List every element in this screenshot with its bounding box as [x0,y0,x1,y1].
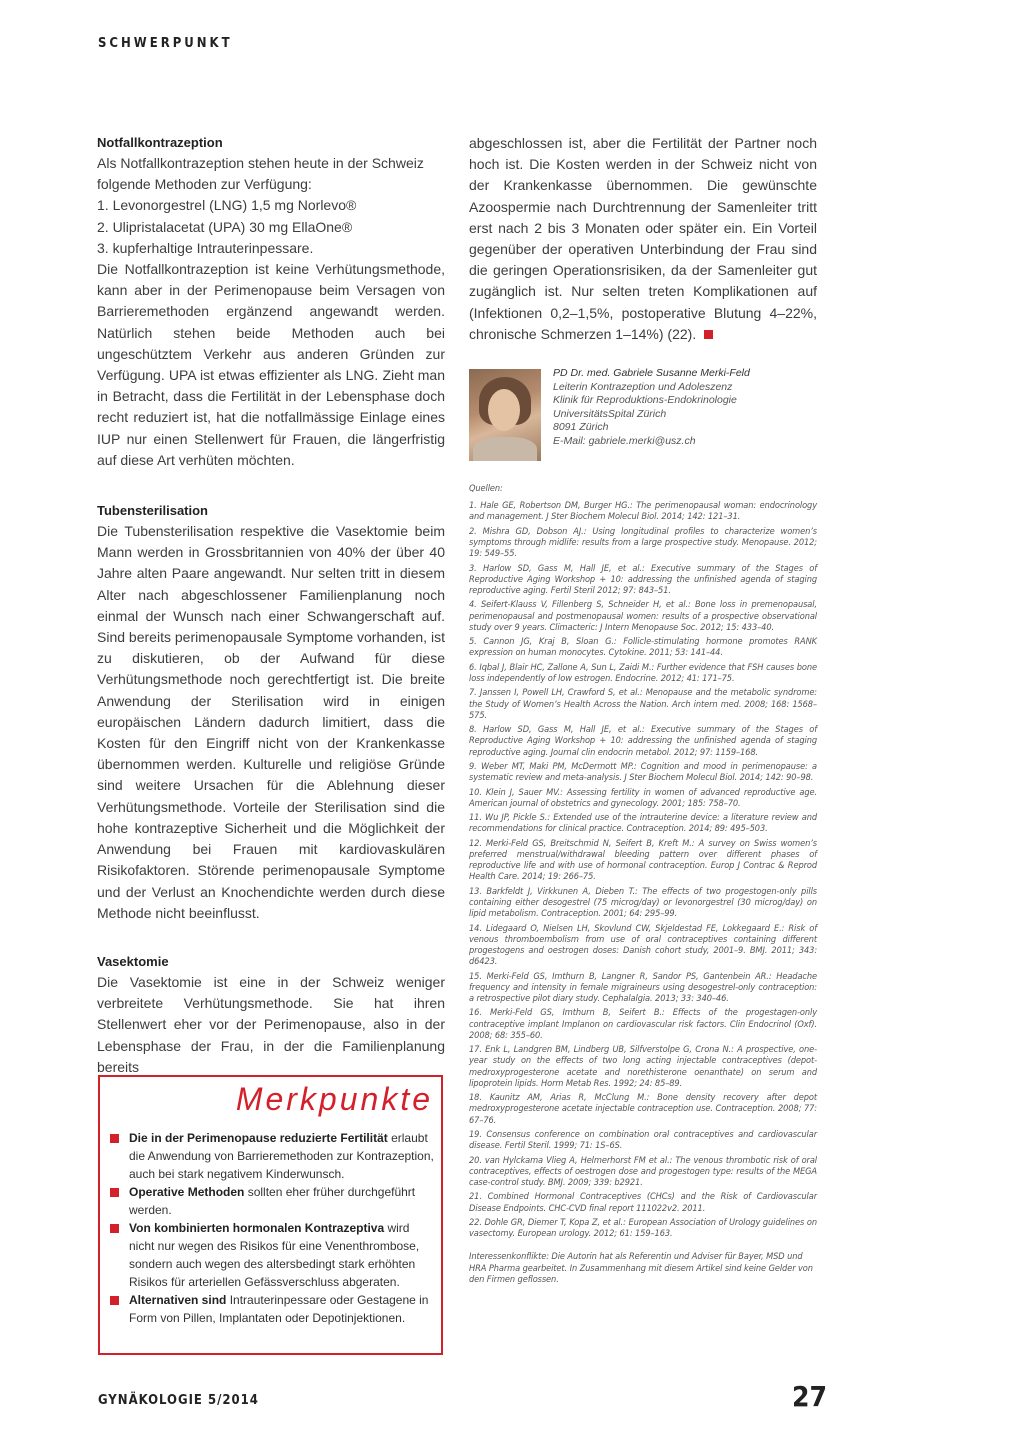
reference-item: 1. Hale GE, Robertson DM, Burger HG.: The perimenopausal woman: endocrinology and management. J Ster Biochem Molecul Biol. 2014; 142: 121–31. [469,500,817,523]
conflict-of-interest: Interessenkonflikte: Die Autorin hat als Referentin und Adviser für Bayer, MSD und HRA Pharma gearbeitet. In Zusammenhang mit diesem Artikel sind keine Gelder von den Firmen geflossen. [469,1251,813,1285]
bullet-square-icon [110,1188,119,1197]
section-vasektomie [97,952,445,1078]
reference-item: 9. Weber MT, Maki PM, McDermott MP.: Cognition and mood in perimenopause: a systematic review and meta-analysis. J Ster Biochem Molecul Biol. 2014; 142: 90–98. [469,760,817,784]
reference-item: 19. Consensus conference on combination oral contraceptives and cardiovascular disease. Fertil Steril. 1999; 71: 1S–6S. [469,1128,817,1152]
reference-item: 13. Barkfeldt J, Virkkunen A, Dieben T.: The effects of two progestogen-only pills containing either desogestrel (75 microg/day) or levonorgestrel (30 microg/day) on lipid metabolism. Contraception. 2001; 64: 295–99. [469,885,817,920]
merkpunkt-bold: Von kombinierten hormonalen Kontrazeptiva [129,1221,385,1235]
journal-issue: GYNÄKOLOGIE 5/2014 [98,1393,259,1408]
reference-item: 20. van Hylckama Vlieg A, Helmerhorst FM et al.: The venous thrombotic risk of oral contraceptives, effects of oestrogen dose and progestogen type: results of the MEGA case-control study. BMJ. 2009; 339: b2921. [469,1154,817,1188]
references [469,483,817,1285]
tuben-body: Die Tubensterilisation respektive die Vasektomie beim Mann werden in Grossbritannien von 40% der über 40 Jahre alten Paare angewandt. Nur selten tritt in diesem Alter nach abgeschlossener Familienplanung noch einmal der Wunsch nach einer Schwangerschaft auf. Sind bereits perimenopausale Symptome vorhanden, ist zu diskutieren, ob der Aufwand für diese Verhütungsmethode noch gerechtfertigt ist. Die breite Anwendung der Sterilisation wird in einigen europäischen Ländern dadurch limitiert, dass die Kosten für den Eingriff nicht von der Krankenkasse übernommen werden. Kulturelle und religiöse Gründe sind weitere Ursachen für die Ablehnung dieser Verhütungsmethode. Vorteile der Sterilisation sind die hohe kontrazeptive Sicherheit und die Möglichkeit der Anwendung bei Frauen mit kardiovaskulären Risikofaktoren. Störende perimenopausale Symptome und der Verlust an Knochendichte werden durch diese Methode nicht beeinflusst. [97,523,445,921]
left-column [97,133,445,1078]
reference-item: 5. Cannon JG, Kraj B, Sloan G.: Follicle-stimulating hormone promotes RANK expression on human monocytes. Cytokine. 2011; 53: 141–44. [469,636,817,659]
merkpunkt-text: erlaubt die Anwendung von Barrieremethoden zur Kontrazeption, auch bei stark negativem Kinderwunsch. [129,1131,434,1181]
author-role: Leiterin Kontrazeption und Adoleszenz [553,380,733,393]
reference-item: 22. Dohle GR, Diemer T, Kopa Z, et al.: European Association of Urology guidelines on vasectomy. European urology. 2012; 61: 159–163. [469,1216,817,1240]
author-clinic: Klinik für Reproduktions-Endokrinologie [553,394,737,407]
merkpunkt-text: sollten eher früher durchgeführt werden. [129,1185,416,1217]
notfall-item-3: 3. kupferhaltige Intrauterinpessare. [97,239,314,256]
reference-item: 7. Janssen I, Powell LH, Crawford S, et al.: Menopause and the metabolic syndrome: the Study of Women’s Health Across the Nation. Arch intern med. 2008; 168: 1568–575. [469,687,817,721]
page-number: 27 [792,1380,828,1413]
heading-vasektomie: Vasektomie [97,953,169,969]
reference-item: 21. Combined Hormonal Contraceptives (CHCs) and the Risk of Cardiovascular Disease Endpoints. CHC-CVD final report 111022v2. 2011. [469,1191,817,1214]
reference-item: 4. Seifert-Klauss V, Fillenberg S, Schneider H, et al.: Bone loss in premenopausal, perimenopausal and postmenopausal women: results of a prospective observational study over 9 years. Climacteric: J Intern Menopause Soc. 2012; 15: 433–40. [469,599,817,633]
reference-item: 3. Harlow SD, Gass M, Hall JE, et al.: Executive summary of the Stages of Reproductive Aging Workshop + 10: addressing the unfinished agenda of staging reproductive aging. Fertil Steril 2012; 97: 843–51. [469,562,817,596]
notfall-item-1: 1. Levonorgestrel (LNG) 1,5 mg Norlevo® [97,197,357,214]
notfall-item-2: 2. Ulipristalacetat (UPA) 30 mg EllaOne® [97,218,353,235]
merkpunkte-list [110,1129,436,1327]
reference-item: 6. Iqbal J, Blair HC, Zallone A, Sun L, Zaidi M.: Further evidence that FSH causes bone loss independently of low estrogen. Endocrine. 2012; 41: 171–75. [469,661,817,684]
author-box [469,367,817,463]
end-of-article-mark [704,330,713,339]
author-email[interactable]: E-Mail: gabriele.merki@usz.ch [553,434,696,447]
bullet-square-icon [110,1224,119,1233]
section-header: SCHWERPUNKT [98,36,233,51]
vasek-continued-text: abgeschlossen ist, aber die Fertilität der Partner noch hoch ist. Die Kosten werden in der Schweiz nicht von der Krankenkasse übernommen. Die gewünschte Azoospermie nach Durchtrennung der Samenleiter tritt erst nach 2 bis 3 Monaten oder später ein. Ein Vorteil gegenüber der operativen Unterbindung der Frau sind die geringen Operationsrisiken, da der Samenleiter gut zugänglich ist. Nur selten treten Komplikationen auf (Infektionen 0,2–1,5%, postoperative Blutung 4–22%, chronische Schmerzen 1–14%) (22). [469,135,817,342]
merkpunkt-bold: Alternativen sind [129,1293,227,1307]
merkpunkt-bold: Operative Methoden [129,1185,245,1199]
vasek-body: Die Vasektomie ist eine in der Schweiz weniger verbreitete Verhütungsmethode. Sie hat ihren Stellenwert eher vor der Perimenopause, also in der Lebensphase der Frau, in der die Familienplanung bereits [97,973,445,1075]
merkpunkt-item [110,1291,436,1327]
reference-item: 18. Kaunitz AM, Arias R, McClung M.: Bone density recovery after depot medroxyprogesterone acetate injectable contraception use. Contraception. 2008; 77: 67–76. [469,1092,817,1126]
right-column [469,133,817,345]
notfall-intro: Als Notfallkontrazeption stehen heute in der Schweiz folgende Methoden zur Verfügung: [97,155,424,193]
author-info [553,367,750,449]
merkpunkt-item [110,1183,436,1219]
references-heading: Quellen: [469,483,503,494]
merkpunkte-box [98,1075,443,1355]
reference-item: 11. Wu JP, Pickle S.: Extended use of the intrauterine device: a literature review and recommendations for clinical practice. Contraception. 2014; 89: 495–503. [469,812,817,835]
section-tubensterilisation [97,501,445,924]
reference-item: 15. Merki-Feld GS, Imthurn B, Langner R, Sandor PS, Gantenbein AR.: Headache frequency and intensity in female migraineurs using desogestrel-only contraception: a retrospective pilot diary study. Cephalalgia. 2013; 33: 340–46. [469,970,817,1004]
author-name: PD Dr. med. Gabriele Susanne Merki-Feld [553,367,750,379]
vasek-continued [469,133,817,345]
reference-item: 2. Mishra GD, Dobson AJ.: Using longitudinal profiles to characterize women’s symptoms through midlife: results from a large prospective study. Menopause. 2012; 19: 549–55. [469,525,817,560]
notfall-body: Die Notfallkontrazeption ist keine Verhütungsmethode, kann aber in der Perimenopause beim Versagen von Barrieremethoden ergänzend angewandt werden. Natürlich stehen beide Methoden auch bei ungeschütztem Verkehr aus anderen Gründen zur Verfügung. UPA ist etwas effizienter als LNG. Zieht man in Betracht, dass die Fertilität in der Lebensphase doch recht reduziert ist, hat die notfallmässige Einlage eines IUP nur einen Stellenwert für Frauen, die längerfristig auf diese Art verhüten möchten. [97,261,445,468]
heading-tubensterilisation: Tubensterilisation [97,503,208,519]
bullet-square-icon [110,1134,119,1143]
section-notfallkontrazeption [97,133,445,471]
merkpunkt-text: Intrauterinpessare oder Gestagene in Form von Pillen, Implantaten oder Depotinjektionen. [129,1293,429,1325]
author-city: 8091 Zürich [553,421,609,434]
merkpunkt-item [110,1219,436,1291]
bullet-square-icon [110,1296,119,1305]
reference-list [469,500,817,1239]
author-hospital: UniversitätsSpital Zürich [553,407,667,420]
reference-item: 16. Merki-Feld GS, Imthurn B, Seifert B.: Effects of the progestagen-only contraceptive implant Implanon on cardiovascular risk factors. Clin Endocrinol (Oxf). 2008; 68: 355–60. [469,1007,817,1041]
merkpunkt-bold: Die in der Perimenopause reduzierte Fertilität [129,1131,388,1145]
reference-item: 14. Lidegaard O, Nielsen LH, Skovlund CW, Skjeldestad FE, Lokkegaard E.: Risk of venous thromboembolism from use of oral contraceptives containing different progestogens and oestrogen doses: Danish cohort study, 2001–9. BMJ. 2011; 343: d6423. [469,922,817,968]
reference-item: 8. Harlow SD, Gass M, Hall JE, et al.: Executive summary of the Stages of Reproductive Aging Workshop + 10: addressing the unfinished agenda of staging reproductive aging. Journal clin endocrin metabol. 2012; 97: 1159–168. [469,724,817,758]
merkpunkt-item [110,1129,436,1183]
reference-item: 12. Merki-Feld GS, Breitschmid N, Seifert B, Kreft M.: A survey on Swiss women’s preferred menstrual/withdrawal bleeding pattern over different phases of reproductive life and with use of hormonal contraception. Europ J Contrac & Reprod Health Care. 2014; 19: 266–75. [469,837,817,883]
merkpunkte-title: Merkpunkte [235,1081,433,1117]
author-photo [469,369,541,461]
reference-item: 10. Klein J, Sauer MV.: Assessing fertility in women of advanced reproductive age. American journal of obstetrics and gynecology. 2001; 185: 758–70. [469,786,817,809]
merkpunkt-text: wird nicht nur wegen des Risikos für eine Venenthrombose, sondern auch wegen des altersbedingt stark erhöhten Risikos für arteriellen Gefässverschluss abgeraten. [129,1221,420,1289]
reference-item: 17. Enk L, Landgren BM, Lindberg UB, Silfverstolpe G, Crona N.: A prospective, one-year study on the effects of two long acting injectable contraceptives (depot-medroxyprogesterone acetate and norethisterone oenanthate) on serum and lipoprotein lipids. Horm Metab Res. 1992; 24: 85–89. [469,1044,817,1089]
heading-notfallkontrazeption: Notfallkontrazeption [97,135,223,150]
